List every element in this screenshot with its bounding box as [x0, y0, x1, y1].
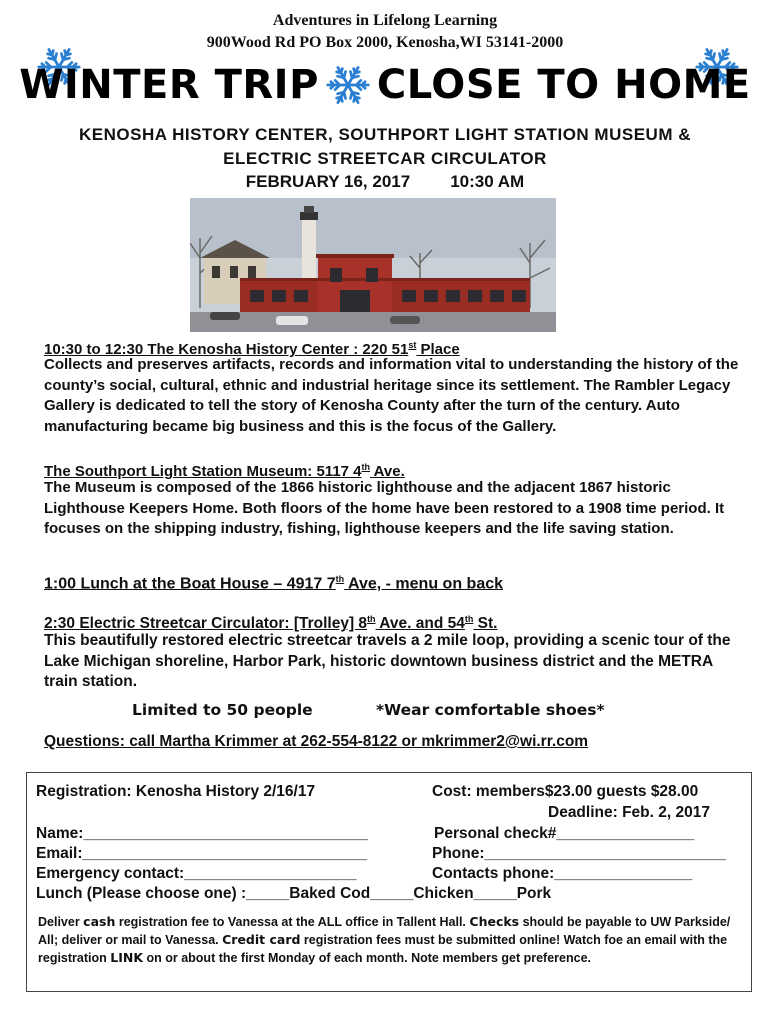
personal-check-field[interactable]: Personal check#________________	[434, 825, 695, 842]
lighthouse-heading: The Southport Light Station Museum: 5117 4th Ave.	[44, 462, 405, 480]
name-field[interactable]: Name:_________________________________	[36, 825, 368, 842]
history-center-description: Collects and preserves artifacts, records and information vital to understanding the history of the county’s social, cultural, ethnic and industrial heritage since its settlement. The Rambler Legacy Gallery is dedicated to tell the story of Kenosha County after the turn of the century. Auto manufacturing became big business and this is the focus of the Gallery.	[44, 356, 739, 435]
organization-address: 900Wood Rd PO Box 2000, Kenosha,WI 53141-2000	[206, 34, 564, 51]
contacts-phone-field[interactable]: Contacts phone:________________	[432, 865, 693, 882]
registration-title: Registration: Kenosha History 2/16/17	[36, 783, 316, 800]
event-date	[0, 172, 770, 192]
title-right: CLOSE TO HOME	[376, 62, 751, 108]
shoes-note: *Wear comfortable shoes*	[376, 701, 605, 719]
registration-instructions: Deliver cash registration fee to Vanessa at the ALL office in Tallent Hall. Checks should be payable to UW Parkside/ All; deliver or mail to Vanessa. Credit card registration fees must be submitted online! Watch foe an email with the registration LINK on or about the first Monday of each month. Note members get preference.	[38, 914, 731, 965]
event-date-time: 10:30 AM	[450, 172, 525, 191]
limit-note: Limited to 50 people	[132, 701, 313, 719]
questions-contact: Questions: call Martha Krimmer at 262-554-8122 or mkrimmer2@wi.rr.com	[44, 733, 589, 750]
page-title	[0, 62, 770, 108]
subtitle-line-2: ELECTRIC STREETCAR CIRCULATOR	[223, 149, 547, 168]
streetcar-heading: 2:30 Electric Streetcar Circulator: [Trolley] 8th Ave. and 54th St.	[44, 614, 498, 633]
subtitle-line-1: KENOSHA HISTORY CENTER, SOUTHPORT LIGHT STATION MUSEUM &	[78, 125, 691, 144]
title-left: WINTER TRIP	[19, 62, 319, 108]
lunch-line: 1:00 Lunch at the Boat House – 4917 7th Ave, - menu on back	[44, 574, 504, 593]
snowflake-icon	[325, 62, 371, 108]
lighthouse-description: The Museum is composed of the 1866 historic lighthouse and the adjacent 1867 historic Lighthouse Keepers Home. Both floors of the home have been restored to a 1908 time period. It focuses on the shipping industry, fishing, lighthouse keepers and the life saving station.	[44, 479, 725, 537]
history-center-photo	[190, 198, 556, 332]
organization-name: Adventures in Lifelong Learning	[272, 12, 498, 29]
phone-field[interactable]: Phone:____________________________	[432, 845, 726, 862]
streetcar-description: This beautifully restored electric streetcar travels a 2 mile loop, providing a scenic tour of the Lake Michigan shoreline, Harbor Park, historic downtown business district and the METRA train station.	[44, 632, 731, 690]
history-center-heading: 10:30 to 12:30 The Kenosha History Center : 220 51st Place	[44, 340, 460, 358]
email-field[interactable]: Email:_________________________________	[36, 845, 367, 862]
registration-cost: Cost: members$23.00 guests $28.00	[432, 783, 699, 800]
registration-deadline: Deadline: Feb. 2, 2017	[548, 804, 710, 821]
lunch-choice-field[interactable]: Lunch (Please choose one) :_____Baked Cod_____Chicken_____Pork	[36, 885, 552, 902]
event-date-day: FEBRUARY 16, 2017	[245, 172, 411, 191]
emergency-contact-field[interactable]: Emergency contact:____________________	[36, 865, 357, 882]
